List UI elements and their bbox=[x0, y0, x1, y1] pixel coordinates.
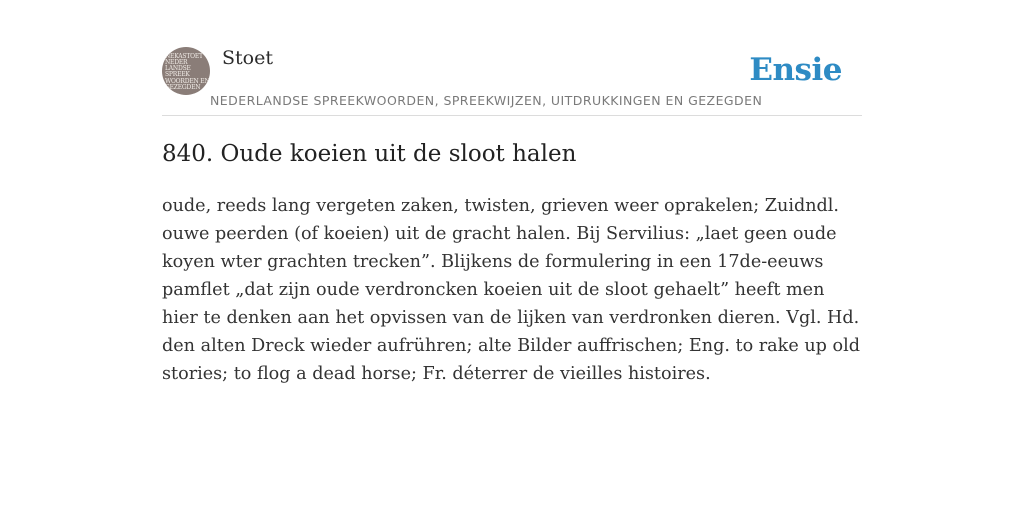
source-subtitle[interactable]: NEDERLANDSE SPREEKWOORDEN, SPREEKWIJZEN, UITDRUKKINGEN EN GEZEGDEN bbox=[210, 93, 763, 108]
avatar-text-line: WOORDEN EN bbox=[165, 77, 210, 85]
header bbox=[162, 0, 862, 116]
book-cover-avatar[interactable] bbox=[162, 47, 210, 95]
ensie-logo[interactable]: Ensie bbox=[749, 52, 842, 88]
avatar-text-line: NEDER bbox=[165, 59, 188, 66]
avatar-text-top: NEKASTOET bbox=[165, 53, 203, 60]
avatar-text-line: LANDSE bbox=[165, 65, 191, 73]
author-link[interactable]: Stoet bbox=[222, 47, 273, 69]
entry-title: 840. Oude koeien uit de sloot halen bbox=[162, 141, 577, 167]
page bbox=[162, 0, 862, 512]
entry-body: oude, reeds lang vergeten zaken, twisten, grieven weer oprakelen; Zuidndl. ouwe peerden (of koeien) uit de gracht halen. Bij Servilius: „laet geen oude koyen wter grachten trecken”. Blijkens de formulering in een 17de-eeuws pamflet „dat zijn oude verdroncken koeien uit de sloot gehaelt” heeft men hier te denken aan het opvissen van de lijken van verdronken dieren. Vgl. Hd. den alten Dreck wieder aufrühren; alte Bilder auffrischen; Eng. to rake up old stories; to flog a dead horse; Fr. déterrer de vieilles histoires. bbox=[162, 196, 861, 384]
avatar-text-line: SPREEK bbox=[165, 71, 190, 79]
avatar-text-line: GEZEGDEN bbox=[165, 83, 201, 91]
